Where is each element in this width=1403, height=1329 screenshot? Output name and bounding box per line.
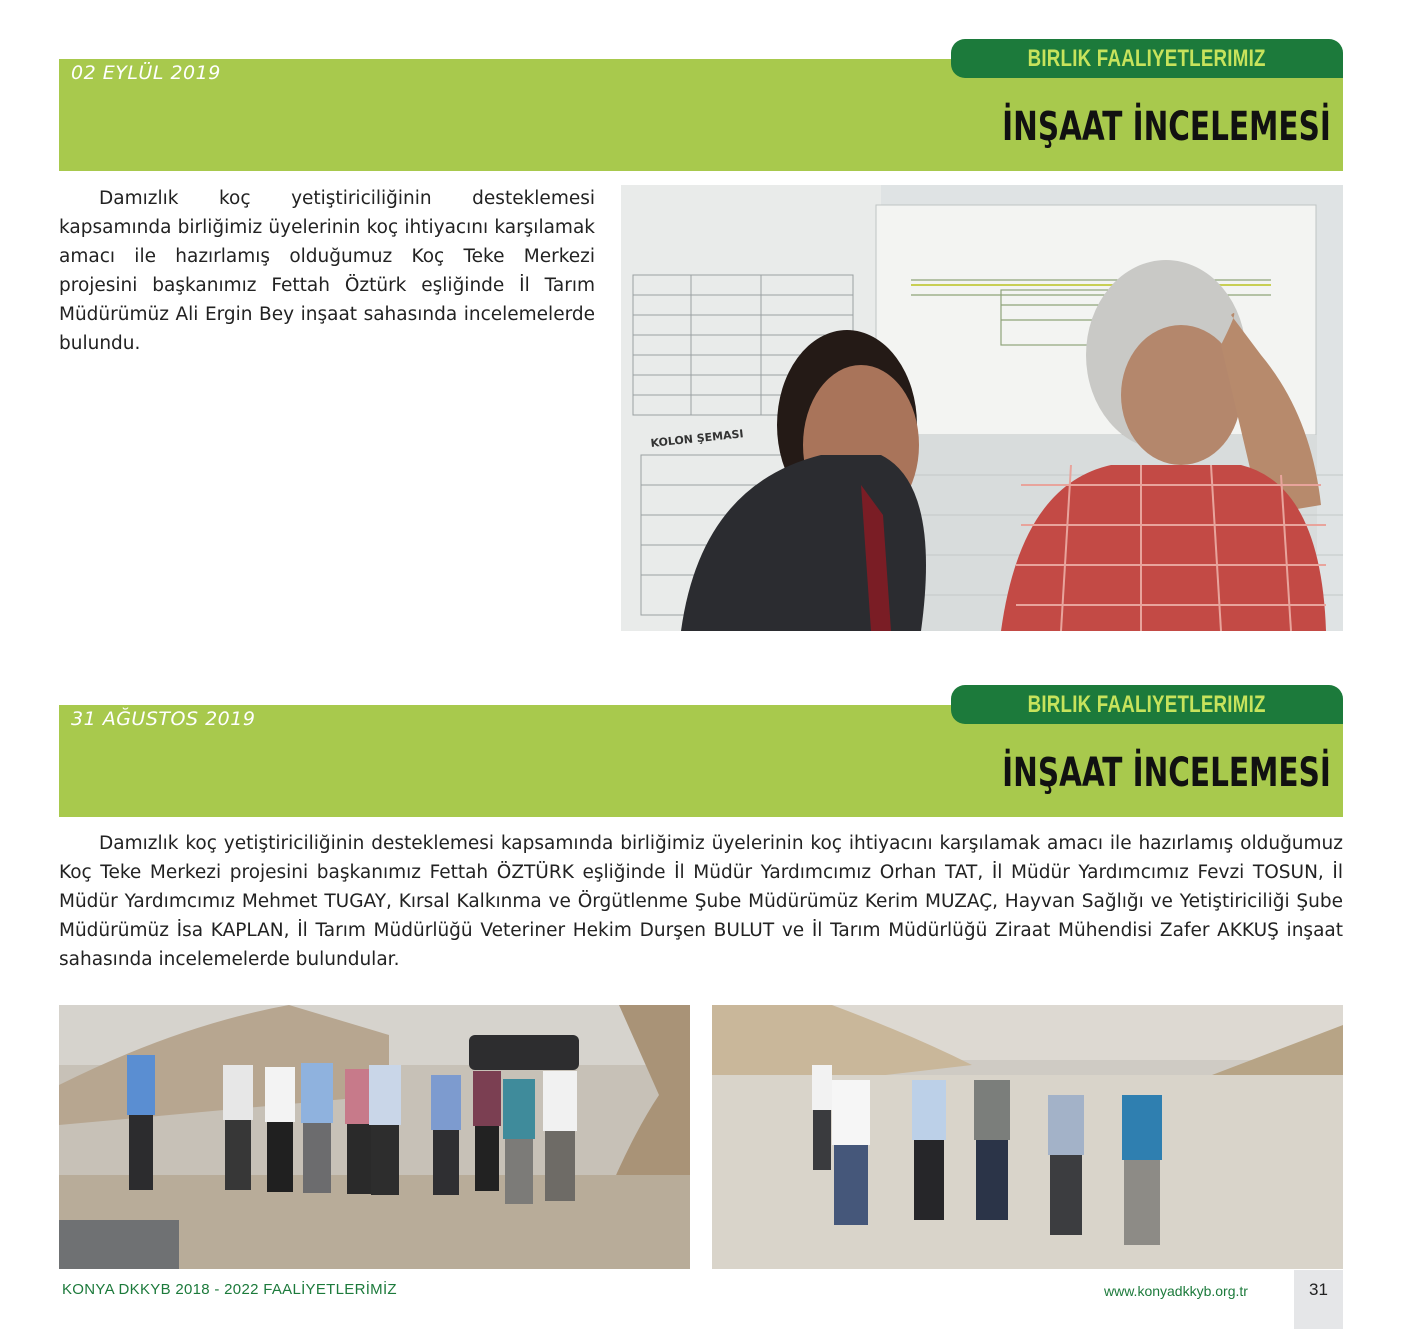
footer-website-link[interactable]: www.konyadkkyb.org.tr [1104, 1283, 1248, 1299]
section-2-photo-group-walking [712, 1005, 1343, 1269]
section-1-title: İNŞAAT İNCELEMESİ [1002, 104, 1331, 150]
section-2-paragraph: Damızlık koç yetiştiriciliğinin desteklemesi kapsamında birliğimiz üyelerinin koç ihtiyacını karşılamak amacı ile hazırlamış olduğumuz Koç Teke Merkezi projesini başkanımız Fettah ÖZTÜRK eşliğinde İl Müdür Yardımcımız Orhan TAT, İl Müdür Yardımcımız Fevzi TOSUN, İl Müdür Yardımcımız Mehmet TUGAY, Kırsal Kalkınma ve Örgütlenme Şube Müdürümüz Kerim MUZAÇ, Hayvan Sağlığı ve Yetiştiriciliği Şube Müdürümüz İsa KAPLAN, İl Tarım Müdürlüğü Veteriner Hekim Durşen BULUT ve İl Tarım Müdürlüğü Ziraat Mühendisi Zafer AKKUŞ inşaat sahasında incelemelerde bulundular. [59, 833, 1343, 970]
section-1-date: 02 EYLÜL 2019 [71, 62, 221, 84]
section-2-category-label: BIRLIK FAALIYETLERIMIZ [1027, 691, 1267, 718]
section-2-photo-group-standing [59, 1005, 690, 1269]
section-1-paragraph: Damızlık koç yetiştiriciliğinin desteklemesi kapsamında birliğimiz üyelerinin koç ihtiyacını karşılamak amacı ile hazırlamış olduğumuz Koç Teke Merkezi projesini başkanımız Fettah Öztürk eşliğinde İl Tarım Müdürümüz Ali Ergin Bey inşaat sahasında incelemelerde bulundu. [59, 188, 595, 354]
page-number: 31 [1309, 1280, 1328, 1299]
kolon-semasi-label: KOLON ŞEMASI [649, 427, 745, 450]
section-2-title: İNŞAAT İNCELEMESİ [1002, 750, 1331, 796]
page-number-box [1294, 1270, 1343, 1329]
section-2-category-tag [951, 685, 1343, 724]
section-1-category-label: BIRLIK FAALIYETLERIMIZ [1027, 45, 1267, 72]
section-1-category-tag [951, 39, 1343, 78]
footer-publication-title: KONYA DKKYB 2018 - 2022 FAALİYETLERİMİZ [62, 1281, 397, 1298]
section-1-photo-blueprint-inspection [621, 185, 1343, 631]
section-2-date: 31 AĞUSTOS 2019 [71, 708, 256, 730]
